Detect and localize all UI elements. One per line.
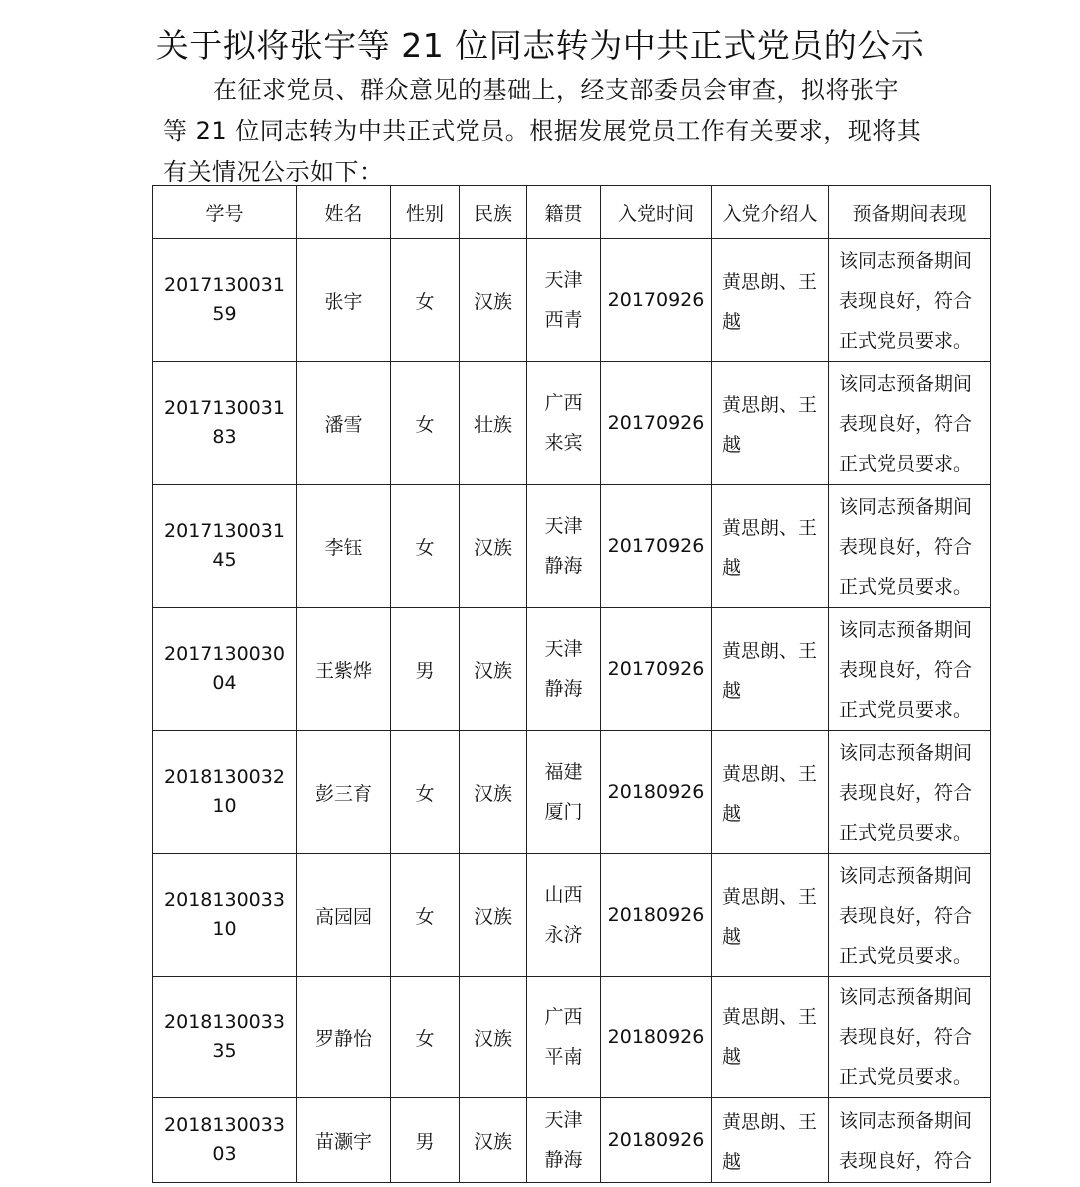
member-name: 王紫烨 bbox=[297, 608, 391, 731]
member-ethnicity: 壮族 bbox=[460, 362, 527, 485]
member-name: 潘雪 bbox=[297, 362, 391, 485]
student-id: 201713003159 bbox=[164, 274, 285, 325]
member-performance: 该同志预备期间表现良好，符合正式党员要求。 bbox=[839, 619, 973, 721]
table-row bbox=[153, 1098, 991, 1183]
header-student-id: 学号 bbox=[153, 186, 297, 239]
member-ethnicity: 汉族 bbox=[460, 608, 527, 731]
student-id: 201813003335 bbox=[164, 1011, 285, 1062]
member-ethnicity: 汉族 bbox=[460, 854, 527, 977]
member-performance: 该同志预备期间表现良好，符合正式党员要求。 bbox=[839, 986, 973, 1088]
table-body bbox=[153, 239, 991, 1183]
student-id: 201813003303 bbox=[164, 1114, 285, 1165]
header-introducer: 入党介绍人 bbox=[712, 186, 829, 239]
table-row bbox=[153, 731, 991, 854]
member-gender: 女 bbox=[391, 731, 460, 854]
member-performance: 该同志预备期间表现良好，符合正式党员要求。 bbox=[839, 865, 973, 967]
table-row bbox=[153, 362, 991, 485]
member-introducer: 黄思朗、王越 bbox=[722, 517, 818, 579]
table-row bbox=[153, 239, 991, 362]
member-gender: 女 bbox=[391, 977, 460, 1098]
header-ethnicity: 民族 bbox=[460, 186, 527, 239]
member-native-place: 天津静海 bbox=[544, 638, 583, 700]
student-id: 201713003183 bbox=[164, 397, 285, 448]
member-introducer: 黄思朗、王越 bbox=[722, 271, 818, 333]
member-join-date: 20170926 bbox=[601, 239, 712, 362]
intro-paragraph: 在征求党员、群众意见的基础上，经支部委员会审查，拟将张宇等 21 位同志转为中共正式党员。根据发展党员工作有关要求，现将其有关情况公示如下： bbox=[163, 76, 922, 186]
member-native-place: 福建厦门 bbox=[544, 761, 583, 823]
member-gender: 男 bbox=[391, 608, 460, 731]
member-gender: 女 bbox=[391, 239, 460, 362]
member-name: 罗静怡 bbox=[297, 977, 391, 1098]
member-ethnicity: 汉族 bbox=[460, 1098, 527, 1183]
member-performance: 该同志预备期间表现良好，符合正式党员要求。 bbox=[839, 742, 973, 844]
member-native-place: 广西平南 bbox=[544, 1006, 583, 1068]
student-id: 201713003145 bbox=[164, 520, 285, 571]
table-row bbox=[153, 608, 991, 731]
member-ethnicity: 汉族 bbox=[460, 977, 527, 1098]
member-name: 彭三育 bbox=[297, 731, 391, 854]
member-join-date: 20180926 bbox=[601, 731, 712, 854]
student-id: 201813003310 bbox=[164, 889, 285, 940]
member-name: 苗灏宇 bbox=[297, 1098, 391, 1183]
member-gender: 男 bbox=[391, 1098, 460, 1183]
member-name: 李钰 bbox=[297, 485, 391, 608]
member-introducer: 黄思朗、王越 bbox=[722, 763, 818, 825]
student-id: 201813003210 bbox=[164, 766, 285, 817]
member-ethnicity: 汉族 bbox=[460, 239, 527, 362]
member-introducer: 黄思朗、王越 bbox=[722, 640, 818, 702]
table-header-row bbox=[153, 186, 991, 239]
header-native-place: 籍贯 bbox=[527, 186, 601, 239]
header-gender: 性别 bbox=[391, 186, 460, 239]
member-join-date: 20180926 bbox=[601, 854, 712, 977]
header-name: 姓名 bbox=[297, 186, 391, 239]
member-gender: 女 bbox=[391, 485, 460, 608]
member-gender: 女 bbox=[391, 854, 460, 977]
member-introducer: 黄思朗、王越 bbox=[722, 1111, 818, 1173]
header-join-date: 入党时间 bbox=[601, 186, 712, 239]
member-introducer: 黄思朗、王越 bbox=[722, 886, 818, 948]
member-join-date: 20170926 bbox=[601, 485, 712, 608]
member-introducer: 黄思朗、王越 bbox=[722, 394, 818, 456]
document-title: 关于拟将张宇等 21 位同志转为中共正式党员的公示 bbox=[155, 26, 925, 65]
member-introducer: 黄思朗、王越 bbox=[722, 1006, 818, 1068]
member-performance: 该同志预备期间表现良好，符合正式党员要求。 bbox=[839, 496, 973, 598]
table-row bbox=[153, 854, 991, 977]
header-performance: 预备期间表现 bbox=[829, 186, 991, 239]
member-gender: 女 bbox=[391, 362, 460, 485]
member-join-date: 20170926 bbox=[601, 362, 712, 485]
member-native-place: 山西永济 bbox=[544, 884, 583, 946]
member-name: 高园园 bbox=[297, 854, 391, 977]
table-row bbox=[153, 977, 991, 1098]
member-native-place: 天津静海 bbox=[544, 1109, 583, 1171]
member-ethnicity: 汉族 bbox=[460, 731, 527, 854]
member-performance: 该同志预备期间表现良好，符合正式党员要求。 bbox=[839, 373, 973, 475]
member-performance: 该同志预备期间表现良好，符合 bbox=[839, 1110, 973, 1172]
table-row bbox=[153, 485, 991, 608]
student-id: 201713003004 bbox=[164, 643, 285, 694]
member-ethnicity: 汉族 bbox=[460, 485, 527, 608]
member-native-place: 天津静海 bbox=[544, 515, 583, 577]
member-name: 张宇 bbox=[297, 239, 391, 362]
member-performance: 该同志预备期间表现良好，符合正式党员要求。 bbox=[839, 250, 973, 352]
member-native-place: 天津西青 bbox=[544, 269, 583, 331]
member-join-date: 20170926 bbox=[601, 608, 712, 731]
member-native-place: 广西来宾 bbox=[544, 392, 583, 454]
member-join-date: 20180926 bbox=[601, 977, 712, 1098]
member-join-date: 20180926 bbox=[601, 1098, 712, 1183]
member-table bbox=[152, 185, 991, 1183]
